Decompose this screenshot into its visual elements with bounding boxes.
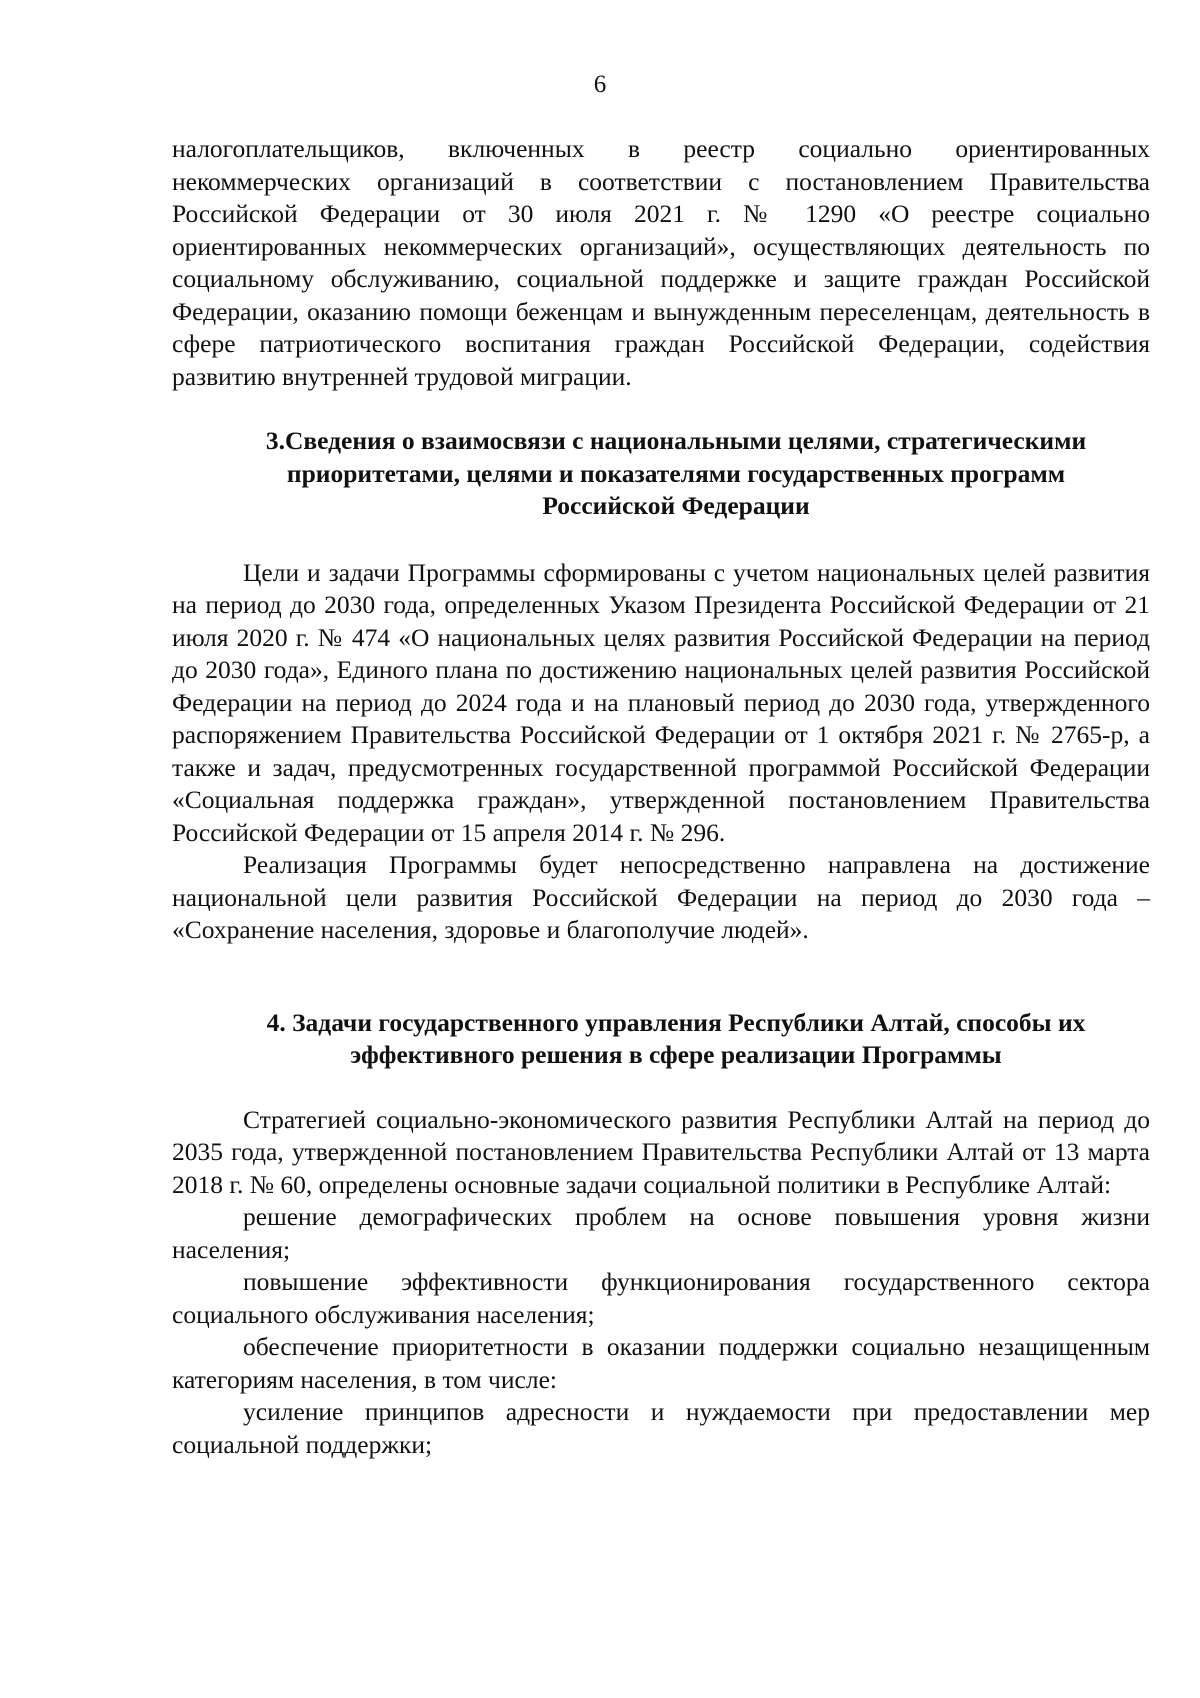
section-4-paragraph: Стратегией социально-экономического развития Республики Алтай на период до 2035 года, утвержденной постановлением Правительства Республики Алтай от 13 марта 2018 г. № 60, определены основные задачи социальной политики в Республике Алтай: <box>172 1104 1150 1199</box>
section-4-heading <box>172 1007 1150 1072</box>
document-body <box>172 133 1150 1461</box>
section-4-list-item: решение демографических проблем на основе повышения уровня жизни населения; <box>172 1202 1150 1264</box>
section-4-list-item: повышение эффективности функционирования государственного сектора социального обслуживания населения; <box>172 1267 1150 1329</box>
section-3-paragraph: Цели и задачи Программы сформированы с учетом национальных целей развития на период до 2030 года, определенных Указом Президента Российской Федерации от 21 июля 2020 г. № 474 «О национальных целях развития Российской Федерации на период до 2030 года», Единого плана по достижению национальных целей развития Российской Федерации на период до 2024 года и на плановый период до 2030 года, утвержденного распоряжением Правительства Российской Федерации от 1 октября 2021 г. № 2765-р, а также и задач, предусмотренных государственной программой Российской Федерации «Социальная поддержка граждан», утвержденной постановлением Правительства Российской Федерации от 15 апреля 2014 г. № 296. <box>172 557 1150 847</box>
page-number: 6 <box>593 71 607 98</box>
section-3-paragraph: Реализация Программы будет непосредственно направлена на достижение национальной цели развития Российской Федерации на период до 2030 года – «Сохранение населения, здоровье и благополучие людей». <box>172 850 1150 944</box>
section-4-heading-line: 4. Задачи государственного управления Республики Алтай, способы их <box>266 1007 1086 1037</box>
section-3-heading-line: Российской Федерации <box>542 491 810 520</box>
continuation-paragraph: налогоплательщиков, включенных в реестр социально ориентированных некоммерческих организаций в соответствии с постановлением Правительства Российской Федерации от 30 июля 2021 г. № 1290 «О реестре социально ориентированных некоммерческих организаций», осуществляющих деятельность по социальному обслуживанию, социальной поддержке и защите граждан Российской Федерации, оказанию помощи беженцам и вынужденным переселенцам, деятельность в сфере патриотического воспитания граждан Российской Федерации, содействия развитию внутренней трудовой миграции. <box>172 134 1150 391</box>
section-4-list-item: усиление принципов адресности и нуждаемости при предоставлении мер социальной поддержки; <box>172 1397 1150 1459</box>
section-3-heading-line: приоритетами, целями и показателями государственных программ <box>286 458 1066 488</box>
section-3-heading-line: 3.Сведения о взаимосвязи с национальными целями, стратегическими <box>265 426 1087 455</box>
section-4-heading-line: эффективного решения в сфере реализации Программы <box>350 1040 1002 1069</box>
section-4-list-item: обеспечение приоритетности в оказании поддержки социально незащищенным категориям населения, в том числе: <box>172 1332 1150 1394</box>
section-3-heading <box>172 425 1150 523</box>
